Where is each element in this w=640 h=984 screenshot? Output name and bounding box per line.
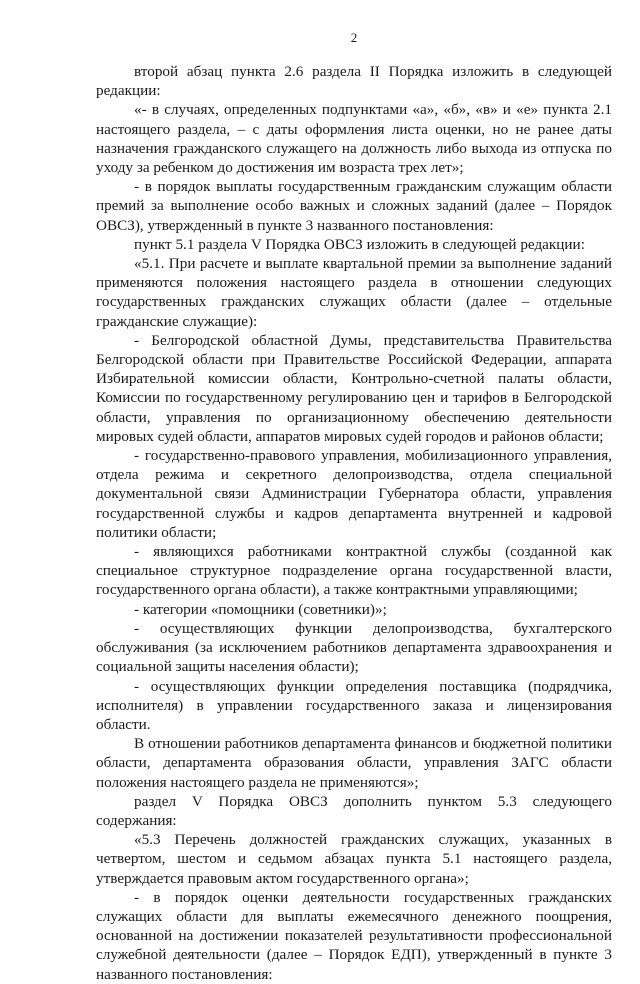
paragraph: «5.3 Перечень должностей гражданских служащих, указанных в четвертом, шестом и седьмом абзацах пункта 5.1 настоящего раздела, утверждается правовым актом государственного органа»; (96, 831, 612, 887)
paragraph: - Белгородской областной Думы, представительства Правительства Белгородской области при Правительстве Российской Федерации, аппарата Избирательной комиссии области, Контрольно-счетной палаты области, Комиссии по государственному регулированию цен и тарифов в Белгородской области, управления по организационному обеспечению деятельности мировых судей области, аппаратов мировых судей городов и районов области; (96, 331, 612, 445)
paragraph: «5.1. При расчете и выплате квартальной премии за выполнение заданий применяются положения настоящего раздела в отношении следующих государственных гражданских служащих области (далее – отдельные гражданские служащие): (96, 255, 612, 330)
paragraph: «- в случаях, определенных подпунктами «а», «б», «в» и «е» пункта 2.1 настоящего раздела, – с даты оформления листа оценки, но не ранее даты назначения гражданского служащего на должность либо выхода из отпуска по уходу за ребенком до достижения им возраста трех лет»; (96, 101, 612, 177)
paragraph: - в порядок выплаты государственным гражданским служащим области премий за выполнение особо важных и сложных заданий (далее – Порядок ОВСЗ), утвержденный в пункте 3 названного постановления: (96, 178, 612, 234)
paragraph: - категории «помощники (советники)»; (134, 600, 387, 618)
paragraph: пункт 5.1 раздела V Порядка ОВСЗ изложить в следующей редакции: (134, 235, 585, 253)
paragraph: - государственно-правового управления, мобилизационного управления, отдела режима и секретного делопроизводства, отдела специальной документальной связи Администрации Губернатора области, управления государственной службы и кадров департамента внутренней и кадровой политики области; (96, 447, 612, 541)
paragraph: раздел V Порядка ОВСЗ дополнить пунктом 5.3 следующего содержания: (96, 792, 612, 829)
page-number: 2 (350, 30, 358, 45)
paragraph: - осуществляющих функции делопроизводства, бухгалтерского обслуживания (за исключением работников департамента здравоохранения и социальной защиты населения области); (96, 619, 612, 676)
paragraph: В отношении работников департамента финансов и бюджетной политики области, департамента образования области, управления ЗАГС области положения настоящего раздела не применяются»; (96, 735, 612, 791)
paragraph: - осуществляющих функции определения поставщика (подрядчика, исполнителя) в управлении государственного заказа и лицензирования области. (96, 677, 612, 733)
paragraph: второй абзац пункта 2.6 раздела II Порядка изложить в следующей редакции: (96, 63, 612, 100)
paragraph: - являющихся работниками контрактной службы (созданной как специальное структурное подразделение органа государственной власти, государственного органа области), а также контрактными управляющими; (96, 543, 612, 599)
document-body (96, 62, 612, 984)
paragraph: - в порядок оценки деятельности государственных гражданских служащих области для выплаты ежемесячного денежного поощрения, основанной на достижении показателей результативности профессиональной служебной деятельности (далее – Порядок ЕДП), утвержденный в пункте 3 названного постановления: (96, 888, 612, 983)
